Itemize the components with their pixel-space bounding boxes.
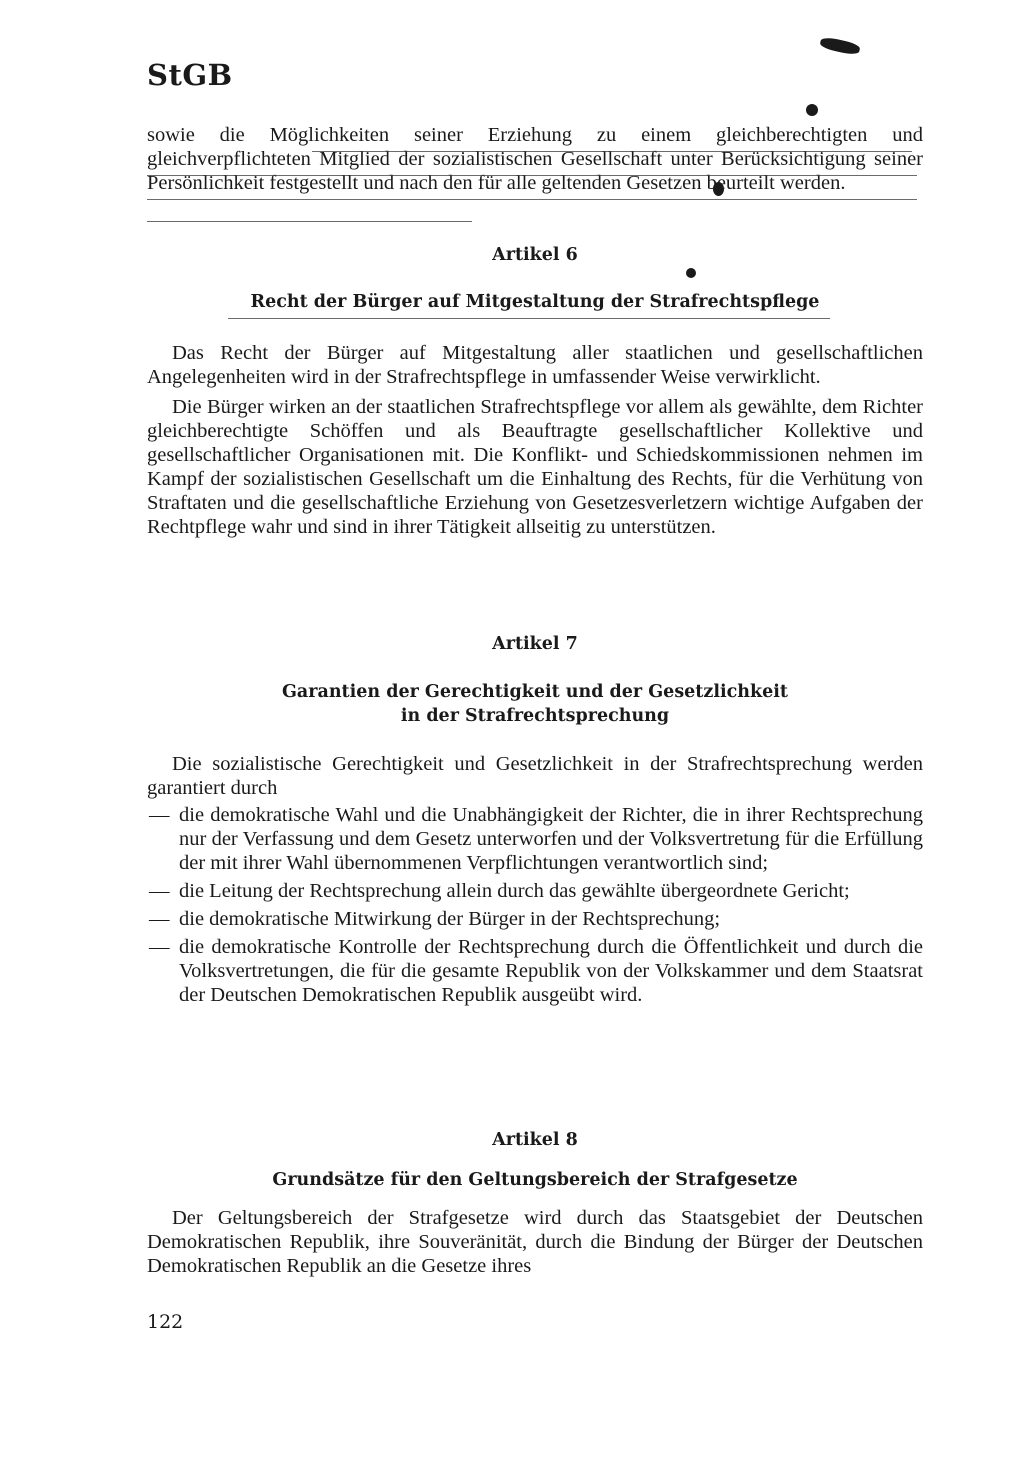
ink-smudge-top-right [819, 36, 861, 56]
article-7-title-line-2: in der Strafrechtsprechung [400, 706, 670, 726]
dash-bullet: — [149, 804, 170, 826]
article-6-title: Recht der Bürger auf Mitgestaltung der Strafrechtspflege [250, 292, 820, 312]
pencil-underline [147, 221, 472, 222]
page-number: 122 [147, 1311, 184, 1333]
article-7-label: Artikel 7 [492, 634, 578, 654]
dash-bullet: — [149, 880, 170, 902]
list-item [147, 907, 923, 931]
ink-dot [686, 268, 696, 278]
article-7-intro: Die sozialistische Gerechtigkeit und Gesetzlichkeit in der Strafrechtsprechung werden garantiert durch [147, 753, 923, 799]
running-head: StGB [147, 58, 233, 92]
dash-bullet: — [149, 908, 170, 930]
pencil-underline [228, 318, 830, 319]
article-7-list [147, 803, 923, 1007]
list-item [147, 803, 923, 875]
continuation-text [147, 123, 923, 195]
continuation-paragraph: sowie die Möglichkeiten seiner Erziehung zu einem gleichberechtigten und gleichverpflichteten Mitglied der sozialistischen Gesellschaft unter Berücksichtigung seiner Persönlichkeit festgestellt und nach den für alle geltenden Gesetzen beurteilt werden. [147, 124, 923, 194]
article-8-body [147, 1206, 923, 1278]
pencil-underline [147, 199, 917, 200]
list-item-text: die demokratische Mitwirkung der Bürger in der Rechtsprechung; [179, 908, 721, 930]
article-7-title-line-1: Garantien der Gerechtigkeit und der Gesetzlichkeit [281, 682, 788, 702]
list-item-text: die demokratische Kontrolle der Rechtsprechung durch die Öffentlichkeit und durch die Volksvertretungen, die für die gesamte Republik von der Volkskammer und dem Staatsrat der Deutschen Demokratischen Republik ausgeübt wird. [179, 936, 923, 1006]
article-6-body [147, 341, 923, 539]
article-7-body [147, 752, 923, 1011]
list-item-text: die demokratische Wahl und die Unabhängigkeit der Richter, die in ihrer Rechtsprechung nur der Verfassung und dem Gesetz unterworfen und der Volksvertretung für die Erfüllung der mit ihrer Wahl übernommenen Verpflichtungen verantwortlich sind; [179, 804, 923, 874]
pencil-underline [312, 151, 912, 152]
list-item [147, 935, 923, 1007]
ink-dot [806, 104, 818, 116]
list-item [147, 879, 923, 903]
dash-bullet: — [149, 936, 170, 958]
article-8-label: Artikel 8 [492, 1130, 578, 1150]
article-6-label: Artikel 6 [492, 245, 578, 265]
pencil-underline [147, 175, 917, 176]
article-8-title: Grundsätze für den Geltungsbereich der Strafgesetze [272, 1170, 798, 1190]
article-7-title [147, 680, 923, 728]
article-6-paragraph-2: Die Bürger wirken an der staatlichen Strafrechtspflege vor allem als gewählte, dem Richter gleichberechtigte Schöffen und als Beauftragte gesellschaftlicher Kollektive und gesellschaftlicher Organisationen mit. Die Konflikt- und Schiedskommissionen nehmen im Kampf der sozialistischen Gesellschaft um die Einhaltung des Rechts, für die Verhütung von Straftaten und die gesellschaftliche Erziehung von Gesetzesverletzern wichtige Aufgaben der Rechtpflege wahr und sind in ihrer Tätigkeit allseitig zu unterstützen. [147, 396, 923, 538]
article-6-paragraph-1: Das Recht der Bürger auf Mitgestaltung aller staatlichen und gesellschaftlichen Angelegenheiten wird in der Strafrechtspflege in umfassender Weise verwirklicht. [147, 342, 923, 388]
article-8-paragraph: Der Geltungsbereich der Strafgesetze wird durch das Staatsgebiet der Deutschen Demokratischen Republik, ihre Souveränität, durch die Bindung der Bürger der Deutschen Demokratischen Republik an die Gesetze ihres [147, 1207, 923, 1277]
list-item-text: die Leitung der Rechtsprechung allein durch das gewählte übergeordnete Gericht; [179, 880, 850, 902]
